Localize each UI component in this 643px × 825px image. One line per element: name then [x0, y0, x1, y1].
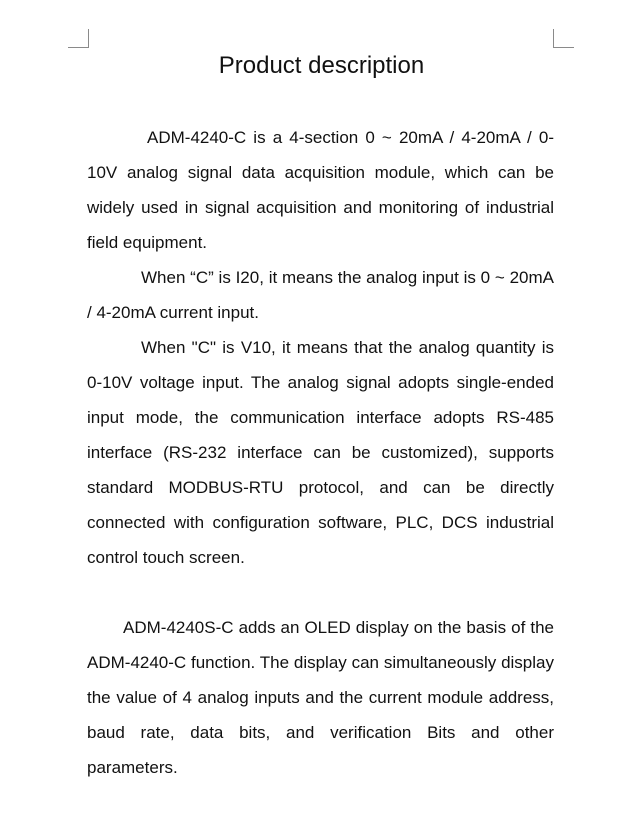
page-title: Product description — [218, 52, 425, 79]
paragraph-oled-display: ADM-4240S-C adds an OLED display on the basis of the ADM-4240-C function. The display can simultaneously display the value of 4 analog inputs and the current module address, baud rate, data bits, and verification Bits and other parameters. — [87, 618, 554, 777]
top-right-margin-mark — [553, 29, 574, 48]
paragraph-intro: ADM-4240-C is a 4-section 0 ~ 20mA / 4-20mA / 0-10V analog signal data acquisition module, which can be widely used in signal acquisition and monitoring of industrial field equipment. — [87, 128, 554, 252]
paragraph-voltage-input: When "C" is V10, it means that the analog quantity is 0-10V voltage input. The analog signal adopts single-ended input mode, the communication interface adopts RS-485 interface (RS-232 interface can be customized), supports standard MODBUS-RTU protocol, and can be directly connected with configuration software, PLC, DCS industrial control touch screen. — [87, 338, 554, 567]
paragraph-current-input: When “C” is I20, it means the analog input is 0 ~ 20mA / 4-20mA current input. — [87, 268, 554, 322]
paragraph-spacer — [87, 575, 554, 610]
top-left-margin-mark — [68, 29, 89, 48]
document-body — [87, 120, 554, 785]
